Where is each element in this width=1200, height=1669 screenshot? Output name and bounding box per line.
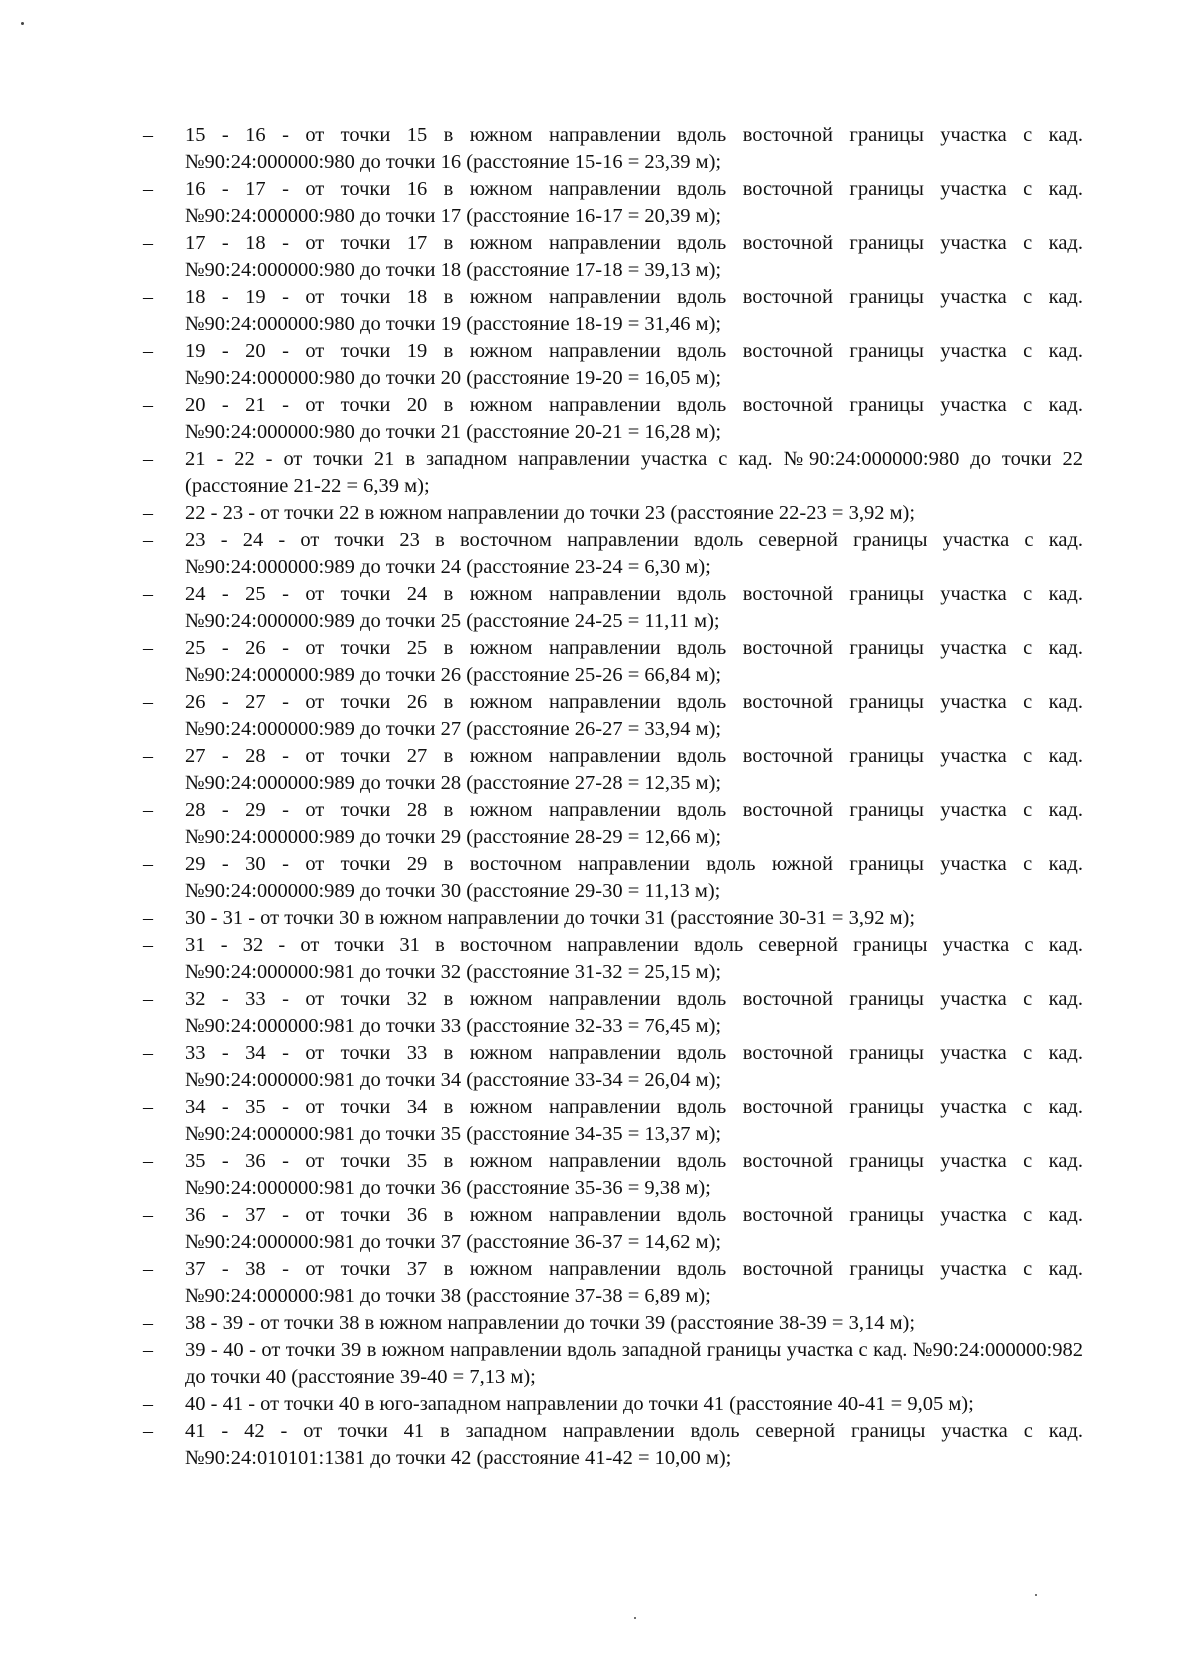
list-item — [143, 1391, 1083, 1418]
list-dash: – — [143, 799, 153, 821]
scan-speck — [634, 1617, 636, 1619]
list-item-text: 19 - 20 - от точки 19 в южном направлении вдоль восточной границы участка с кад. №90:24:000000:980 до точки 20 (расстояние 19-20 = 16,05 м); — [185, 340, 1083, 389]
list-item — [143, 284, 1083, 338]
list-item-text: 15 - 16 - от точки 15 в южном направлении вдоль восточной границы участка с кад. №90:24:000000:980 до точки 16 (расстояние 15-16 = 23,39 м); — [185, 124, 1083, 173]
list-dash: – — [143, 286, 153, 308]
list-dash: – — [143, 691, 153, 713]
list-item — [143, 176, 1083, 230]
list-item-text: 29 - 30 - от точки 29 в восточном направлении вдоль южной границы участка с кад. №90:24:000000:989 до точки 30 (расстояние 29-30 = 11,13 м); — [185, 853, 1083, 902]
list-item — [143, 851, 1083, 905]
list-item-text: 36 - 37 - от точки 36 в южном направлении вдоль восточной границы участка с кад. №90:24:000000:981 до точки 37 (расстояние 36-37 = 14,62 м); — [185, 1204, 1083, 1253]
list-item-text: 39 - 40 - от точки 39 в южном направлении вдоль западной границы участка с кад. №90:24:000000:982 до точки 40 (расстояние 39-40 = 7,13 м); — [185, 1339, 1083, 1388]
list-item — [143, 1094, 1083, 1148]
list-item-text: 16 - 17 - от точки 16 в южном направлении вдоль восточной границы участка с кад. №90:24:000000:980 до точки 17 (расстояние 16-17 = 20,39 м); — [185, 178, 1083, 227]
list-item-text: 17 - 18 - от точки 17 в южном направлении вдоль восточной границы участка с кад. №90:24:000000:980 до точки 18 (расстояние 17-18 = 39,13 м); — [185, 232, 1083, 281]
list-dash: – — [143, 502, 153, 524]
list-item — [143, 122, 1083, 176]
list-item — [143, 392, 1083, 446]
list-item-text: 22 - 23 - от точки 22 в южном направлении до точки 23 (расстояние 22-23 = 3,92 м); — [185, 502, 916, 524]
list-dash: – — [143, 448, 153, 470]
list-item-text: 41 - 42 - от точки 41 в западном направлении вдоль северной границы участка с кад. №90:24:010101:1381 до точки 42 (расстояние 41-42 = 10,00 м); — [185, 1420, 1083, 1469]
list-dash: – — [143, 1042, 153, 1064]
list-item — [143, 1337, 1083, 1391]
list-item-text: 37 - 38 - от точки 37 в южном направлении вдоль восточной границы участка с кад. №90:24:000000:981 до точки 38 (расстояние 37-38 = 6,89 м); — [185, 1258, 1083, 1307]
list-item-text: 35 - 36 - от точки 35 в южном направлении вдоль восточной границы участка с кад. №90:24:000000:981 до точки 36 (расстояние 35-36 = 9,38 м); — [185, 1150, 1083, 1199]
list-item — [143, 500, 1083, 527]
list-dash: – — [143, 232, 153, 254]
list-dash: – — [143, 1339, 153, 1361]
list-item-text: 28 - 29 - от точки 28 в южном направлении вдоль восточной границы участка с кад. №90:24:000000:989 до точки 29 (расстояние 28-29 = 12,66 м); — [185, 799, 1083, 848]
list-dash: – — [143, 178, 153, 200]
list-dash: – — [143, 394, 153, 416]
list-item — [143, 689, 1083, 743]
list-item — [143, 230, 1083, 284]
boundary-segment-list — [143, 122, 1083, 1472]
list-item — [143, 527, 1083, 581]
scan-speck — [21, 22, 24, 25]
list-dash: – — [143, 124, 153, 146]
list-item-text: 27 - 28 - от точки 27 в южном направлении вдоль восточной границы участка с кад. №90:24:000000:989 до точки 28 (расстояние 27-28 = 12,35 м); — [185, 745, 1083, 794]
list-item-text: 31 - 32 - от точки 31 в восточном направлении вдоль северной границы участка с кад. №90:24:000000:981 до точки 32 (расстояние 31-32 = 25,15 м); — [185, 934, 1083, 983]
list-item — [143, 338, 1083, 392]
list-dash: – — [143, 745, 153, 767]
list-item — [143, 1256, 1083, 1310]
list-item — [143, 635, 1083, 689]
list-item-text: 18 - 19 - от точки 18 в южном направлении вдоль восточной границы участка с кад. №90:24:000000:980 до точки 19 (расстояние 18-19 = 31,46 м); — [185, 286, 1083, 335]
list-item — [143, 905, 1083, 932]
list-item — [143, 986, 1083, 1040]
list-dash: – — [143, 637, 153, 659]
list-item-text: 24 - 25 - от точки 24 в южном направлении вдоль восточной границы участка с кад. №90:24:000000:989 до точки 25 (расстояние 24-25 = 11,11 м); — [185, 583, 1083, 632]
list-dash: – — [143, 1258, 153, 1280]
list-dash: – — [143, 853, 153, 875]
list-item — [143, 932, 1083, 986]
list-item-text: 23 - 24 - от точки 23 в восточном направлении вдоль северной границы участка с кад. №90:24:000000:989 до точки 24 (расстояние 23-24 = 6,30 м); — [185, 529, 1083, 578]
list-item-text: 25 - 26 - от точки 25 в южном направлении вдоль восточной границы участка с кад. №90:24:000000:989 до точки 26 (расстояние 25-26 = 66,84 м); — [185, 637, 1083, 686]
list-item — [143, 581, 1083, 635]
list-dash: – — [143, 1393, 153, 1415]
list-item — [143, 1148, 1083, 1202]
list-item-text: 40 - 41 - от точки 40 в юго-западном направлении до точки 41 (расстояние 40-41 = 9,05 м); — [185, 1393, 974, 1415]
list-dash: – — [143, 529, 153, 551]
list-item — [143, 446, 1083, 500]
list-dash: – — [143, 1420, 153, 1442]
list-item-text: 33 - 34 - от точки 33 в южном направлении вдоль восточной границы участка с кад. №90:24:000000:981 до точки 34 (расстояние 33-34 = 26,04 м); — [185, 1042, 1083, 1091]
list-item — [143, 1418, 1083, 1472]
list-dash: – — [143, 988, 153, 1010]
list-item-text: 30 - 31 - от точки 30 в южном направлении до точки 31 (расстояние 30-31 = 3,92 м); — [185, 907, 916, 929]
list-item-text: 21 - 22 - от точки 21 в западном направлении участка с кад. №90:24:000000:980 до точки 22 (расстояние 21-22 = 6,39 м); — [185, 448, 1083, 497]
list-item — [143, 743, 1083, 797]
list-item-text: 34 - 35 - от точки 34 в южном направлении вдоль восточной границы участка с кад. №90:24:000000:981 до точки 35 (расстояние 34-35 = 13,37 м); — [185, 1096, 1083, 1145]
list-item — [143, 1310, 1083, 1337]
list-item — [143, 1040, 1083, 1094]
list-dash: – — [143, 1096, 153, 1118]
list-item — [143, 797, 1083, 851]
list-dash: – — [143, 1312, 153, 1334]
list-dash: – — [143, 1150, 153, 1172]
list-item-text: 20 - 21 - от точки 20 в южном направлении вдоль восточной границы участка с кад. №90:24:000000:980 до точки 21 (расстояние 20-21 = 16,28 м); — [185, 394, 1083, 443]
list-dash: – — [143, 1204, 153, 1226]
list-dash: – — [143, 340, 153, 362]
list-dash: – — [143, 934, 153, 956]
list-item-text: 26 - 27 - от точки 26 в южном направлении вдоль восточной границы участка с кад. №90:24:000000:989 до точки 27 (расстояние 26-27 = 33,94 м); — [185, 691, 1083, 740]
list-dash: – — [143, 907, 153, 929]
scan-speck — [1035, 1594, 1037, 1596]
list-item-text: 32 - 33 - от точки 32 в южном направлении вдоль восточной границы участка с кад. №90:24:000000:981 до точки 33 (расстояние 32-33 = 76,45 м); — [185, 988, 1083, 1037]
list-item — [143, 1202, 1083, 1256]
list-dash: – — [143, 583, 153, 605]
list-item-text: 38 - 39 - от точки 38 в южном направлении до точки 39 (расстояние 38-39 = 3,14 м); — [185, 1312, 916, 1334]
